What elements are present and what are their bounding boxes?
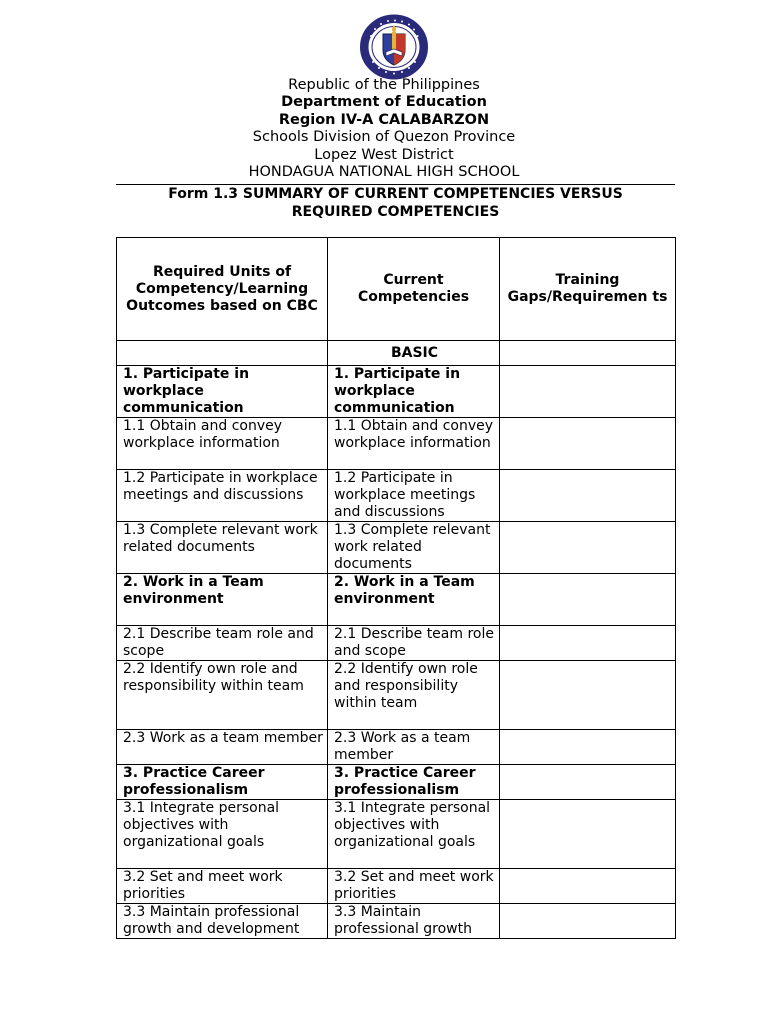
school-line: HONDAGUA NATIONAL HIGH SCHOOL bbox=[248, 164, 520, 181]
letterhead bbox=[0, 77, 768, 181]
current-competency-cell: 3.2 Set and meet work priorities bbox=[328, 869, 500, 904]
required-unit-cell: 2.3 Work as a team member bbox=[117, 730, 328, 765]
current-competency-cell: 3.3 Maintain professional growth bbox=[328, 904, 500, 939]
required-unit-cell: 2.2 Identify own role and responsibility within team bbox=[117, 661, 328, 730]
table-row bbox=[117, 730, 676, 765]
table-row bbox=[117, 470, 676, 522]
form-title-line-2: REQUIRED COMPETENCIES bbox=[291, 204, 500, 220]
current-competency-cell: 3.1 Integrate personal objectives with organizational goals bbox=[328, 800, 500, 869]
required-unit-cell: 1. Participate in workplace communication bbox=[117, 366, 328, 418]
table-row bbox=[117, 574, 676, 626]
form-title-line-1: Form 1.3 SUMMARY OF CURRENT COMPETENCIES VERSUS bbox=[168, 186, 623, 202]
current-competency-cell: 1.3 Complete relevant work related documents bbox=[328, 522, 500, 574]
table-row bbox=[117, 366, 676, 418]
table-row bbox=[117, 800, 676, 869]
table-row bbox=[117, 661, 676, 730]
district-line: Lopez West District bbox=[314, 146, 454, 163]
training-gap-cell[interactable] bbox=[500, 470, 676, 522]
required-unit-cell: 1.3 Complete relevant work related documents bbox=[117, 522, 328, 574]
current-competency-cell: 1.1 Obtain and convey workplace information bbox=[328, 418, 500, 470]
training-gap-cell[interactable] bbox=[500, 626, 676, 661]
required-unit-cell: 3. Practice Career professionalism bbox=[117, 765, 328, 800]
section-cell-empty bbox=[500, 341, 676, 366]
section-cell-empty bbox=[117, 341, 328, 366]
table-row bbox=[117, 522, 676, 574]
current-competency-cell: 2.1 Describe team role and scope bbox=[328, 626, 500, 661]
section-row bbox=[117, 341, 676, 366]
current-competency-cell: 2.2 Identify own role and responsibility within team bbox=[328, 661, 500, 730]
required-unit-cell: 3.3 Maintain professional growth and development bbox=[117, 904, 328, 939]
table-row bbox=[117, 626, 676, 661]
training-gap-cell[interactable] bbox=[500, 522, 676, 574]
required-unit-cell: 2. Work in a Team environment bbox=[117, 574, 328, 626]
current-competency-cell: 3. Practice Career professionalism bbox=[328, 765, 500, 800]
header-current-competencies: Current Competencies bbox=[328, 238, 500, 341]
training-gap-cell[interactable] bbox=[500, 418, 676, 470]
required-unit-cell: 3.1 Integrate personal objectives with organizational goals bbox=[117, 800, 328, 869]
training-gap-cell[interactable] bbox=[500, 661, 676, 730]
training-gap-cell[interactable] bbox=[500, 366, 676, 418]
table-row bbox=[117, 869, 676, 904]
section-label: BASIC bbox=[328, 341, 500, 366]
required-unit-cell: 1.1 Obtain and convey workplace information bbox=[117, 418, 328, 470]
current-competency-cell: 1. Participate in workplace communication bbox=[328, 366, 500, 418]
table-row bbox=[117, 904, 676, 939]
required-unit-cell: 2.1 Describe team role and scope bbox=[117, 626, 328, 661]
required-unit-cell: 3.2 Set and meet work priorities bbox=[117, 869, 328, 904]
table-body bbox=[117, 366, 676, 939]
department-line: Department of Education bbox=[281, 94, 487, 111]
competency-table bbox=[116, 237, 676, 939]
current-competency-cell: 2.3 Work as a team member bbox=[328, 730, 500, 765]
deped-seal-logo bbox=[359, 14, 429, 80]
region-line: Region IV-A CALABARZON bbox=[278, 111, 490, 128]
header-required-units: Required Units of Competency/Learning Outcomes based on CBC bbox=[117, 238, 328, 341]
table-row bbox=[117, 418, 676, 470]
required-unit-cell: 1.2 Participate in workplace meetings and discussions bbox=[117, 470, 328, 522]
training-gap-cell[interactable] bbox=[500, 730, 676, 765]
header-training-gaps: Training Gaps/Requiremen ts bbox=[500, 238, 676, 341]
current-competency-cell: 1.2 Participate in workplace meetings and discussions bbox=[328, 470, 500, 522]
training-gap-cell[interactable] bbox=[500, 765, 676, 800]
current-competency-cell: 2. Work in a Team environment bbox=[328, 574, 500, 626]
training-gap-cell[interactable] bbox=[500, 574, 676, 626]
division-line: Schools Division of Quezon Province bbox=[252, 129, 516, 146]
training-gap-cell[interactable] bbox=[500, 904, 676, 939]
table-header-row bbox=[117, 238, 676, 341]
republic-line: Republic of the Philippines bbox=[288, 77, 480, 93]
table-row bbox=[117, 765, 676, 800]
training-gap-cell[interactable] bbox=[500, 800, 676, 869]
training-gap-cell[interactable] bbox=[500, 869, 676, 904]
form-title bbox=[116, 185, 675, 221]
